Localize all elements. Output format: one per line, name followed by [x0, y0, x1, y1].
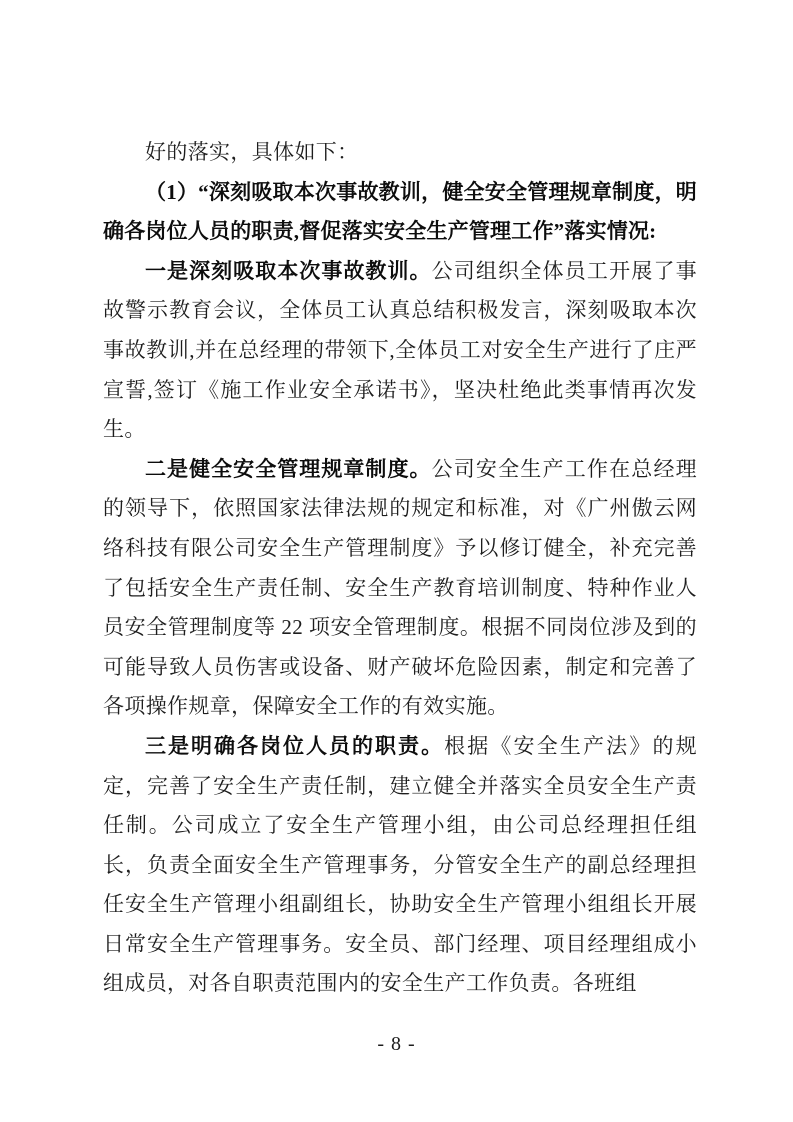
paragraph-item-one-text: 公司组织全体员工开展了事故警示教育会议，全体员工认真总结积极发言，深刻吸取本次事故教训,并在总经理的带领下,全体员工对安全生产进行了庄严宣誓,签订《施工作业安全承诺书》，坚决杜绝此类事情再次发生。 — [103, 258, 697, 442]
paragraph-item-two-lead: 二是健全安全管理规章制度。 — [145, 456, 432, 481]
paragraph-item-one — [103, 252, 697, 450]
paragraph-item-three-text: 根据《安全生产法》的规定，完善了安全生产责任制，建立健全并落实全员安全生产责任制。公司成立了安全生产管理小组，由公司总经理担任组长，负责全面安全生产管理事务，分管安全生产的副总经理担任安全生产管理小组副组长，协助安全生产管理小组组长开展日常安全生产管理事务。安全员、部门经理、项目经理组成小组成员，对各自职责范围内的安全生产工作负责。各班组 — [103, 733, 697, 996]
paragraph-section-heading: （1）“深刻吸取本次事故教训，健全安全管理规章制度，明确各岗位人员的职责,督促落实安全生产管理工作”落实情况: — [103, 179, 697, 244]
document-text-body — [103, 133, 697, 1004]
page-number-footer: - 8 - — [377, 1033, 416, 1055]
paragraph-item-two — [103, 450, 697, 727]
paragraph-intro: 好的落实，具体如下： — [145, 140, 359, 164]
paragraph-item-two-text: 公司安全生产工作在总经理的领导下，依照国家法律法规的规定和标准，对《广州傲云网络科技有限公司安全生产管理制度》予以修订健全，补充完善了包括安全生产责任制、安全生产教育培训制度、特种作业人员安全管理制度等 22 项安全管理制度。根据不同岗位涉及到的可能导致人员伤害或设备、财产破坏危险因素，制定和完善了各项操作规章，保障安全工作的有效实施。 — [103, 456, 697, 719]
paragraph-item-three-lead: 三是明确各岗位人员的职责。 — [145, 733, 445, 758]
paragraph-item-one-lead: 一是深刻吸取本次事故教训。 — [145, 258, 432, 283]
paragraph-item-three — [103, 727, 697, 1004]
